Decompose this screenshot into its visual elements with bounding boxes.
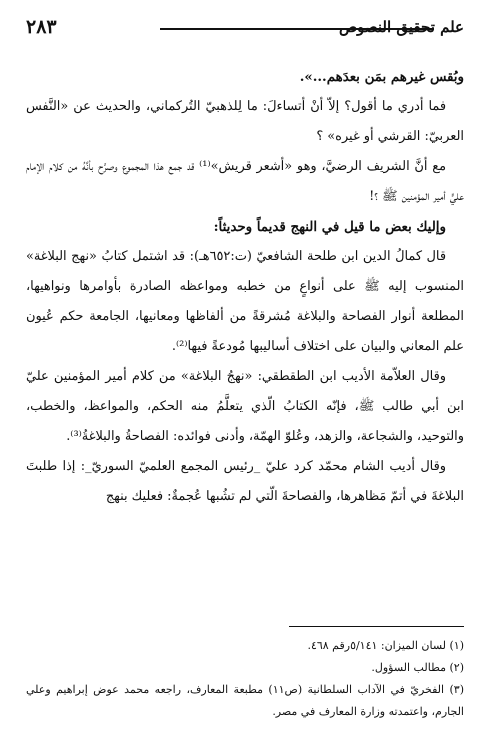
page-number: ٢٨٣: [26, 16, 57, 38]
page-header: [26, 12, 464, 42]
paragraph: مع أنَّ الشريف الرضيَّ، وهو «أشعر قريش»⁽¹⁾ قد جمع هذا المجموع وصرَّح بأنَّهُ من كلام الإمام عليٍّ أمير المؤمنين ﷺ ؟!: [26, 159, 464, 204]
quote-ending: وبُقس غيرهم بمَن بعدَهم...».: [299, 69, 464, 85]
footnote: (٣) الفخريّ في الآداب السلطانية (ص١١) مطبعة المعارف، راجعه محمد عوض إبراهيم وعلي الجارم، واعتمدته وزارة المعارف في مصر.: [26, 683, 465, 718]
footnote: (١) لسان الميزان: ٥/١٤١رقم ٤٦٨.: [307, 639, 464, 652]
footnotes: [26, 626, 464, 723]
paragraph: وقال أديب الشام محمّد كرد عليّ _رئيس المجمع العلميّ السوريّ_: إذا طلبتَ البلاغةَ في أتمّ مَظاهرها، والفصاحةَ الّتي لم تشُبها عُجمةٌ: فعليك بنهج: [26, 459, 464, 504]
footnote-rule: [289, 626, 464, 627]
section-heading: وإليك بعض ما قيل في النهج قديماً وحديثاً:: [213, 219, 446, 235]
body-text: [26, 62, 464, 512]
paragraph: فما أدري ما أقول؟ إلاّ أنْ أتساءلَ: ما لِلذهبيّ التُركماني، والحديث عن «النَّفس العربيّ: القرشي أو غيره» ؟: [26, 99, 464, 144]
footnote: (٢) مطالب السؤول.: [371, 661, 464, 674]
header-rule: [160, 28, 434, 30]
running-title: علم تحقيق النصوص: [339, 18, 464, 36]
paragraph: وقال العلاّمة الأديب ابن الطقطقي: «نهجُ البلاغة» من كلام أمير المؤمنين عليّ ابن أبي طالب ﷺ، فإنّه الكتابُ الّذي يتعلَّمُ منه الحكم، والمواعظ، والخطب، والتوحيد، والشجاعة، والزهد، وعُلوّ الهمّة، وأدنى فوائده: الفصاحةُ والبلاغةُ⁽³⁾.: [26, 369, 464, 444]
paragraph: قال كمالُ الدين ابن طلحة الشافعيّ (ت:٦٥٢هـ): قد اشتمل كتابُ «نهج البلاغة» المنسوب إليه ﷺ على أنواعٍ من خطبه ومواعظه الصادرة بأوامرها ونواهيها، المطلعة أنوار الفصاحة والبلاغة مُشرقةً من ألفاظها ومعانيها، الجامعة حكم عُيون علم المعاني والبيان على اختلاف أساليبها مُودعةً فيها⁽²⁾.: [26, 249, 464, 354]
